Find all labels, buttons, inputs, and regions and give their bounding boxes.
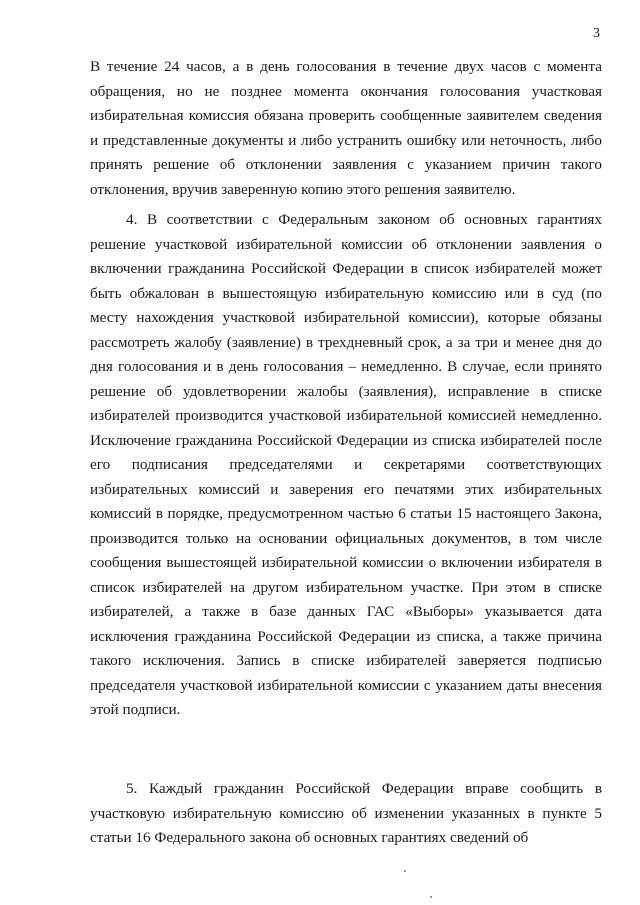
scan-speck: [404, 870, 406, 872]
scan-speck: [430, 896, 432, 898]
paragraph-text: 4. В соответствии с Федеральным законом об основных гарантиях решение участковой избирательной комиссии об отклонении заявления о включении гражданина Российской Федерации в список избирателей может быть обжалован в вышестоящую избирательную комиссию или в суд (по месту нахождения участковой избирательной комиссии), которые обязаны рассмотреть жалобу (заявление) в трехдневный срок, а за три и менее дня до дня голосования и в день голосования – немедленно. В случае, если принято решение об удовлетворении жалобы (заявления), исправление в списке избирателей производится участковой избирательной комиссией немедленно. Исключение гражданина Российской Федерации из списка избирателей после его подписания председателями и секретарями соответствующих избирательных комиссий и заверения его печатями этих избирательных комиссий в порядке, предусмотренном частью 6 статьи 15 настоящего Закона, производится только на основании официальных документов, в том числе сообщения вышестоящей избирательной комиссии о включении избирателя в список избирателей на другом избирательном участке. При этом в списке избирателей, а также в базе данных ГАС «Выборы» указывается дата исключения гражданина Российской Федерации из списка, а также причина такого исключения. Запись в списке избирателей заверяется подписью председателя участковой избирательной комиссии с указанием даты внесения этой подписи.: [90, 211, 602, 718]
paragraph-item-5: [90, 777, 602, 851]
page-number: 3: [593, 26, 600, 41]
paragraph-item-4: [90, 208, 602, 723]
paragraph-text: 5. Каждый гражданин Российской Федерации вправе сообщить в участковую избирательную комиссию об изменении указанных в пункте 5 статьи 16 Федерального закона об основных гарантиях сведений об: [90, 780, 602, 846]
paragraph-continuation: [90, 55, 602, 202]
paragraph-text: В течение 24 часов, а в день голосования в течение двух часов с момента обращения, но не позднее момента окончания голосования участковая избирательная комиссия обязана проверить сообщенные заявителем сведения и представленные документы и либо устранить ошибку или неточность, либо принять решение об отклонении заявления с указанием причин такого отклонения, вручив заверенную копию этого решения заявителю.: [90, 58, 602, 198]
